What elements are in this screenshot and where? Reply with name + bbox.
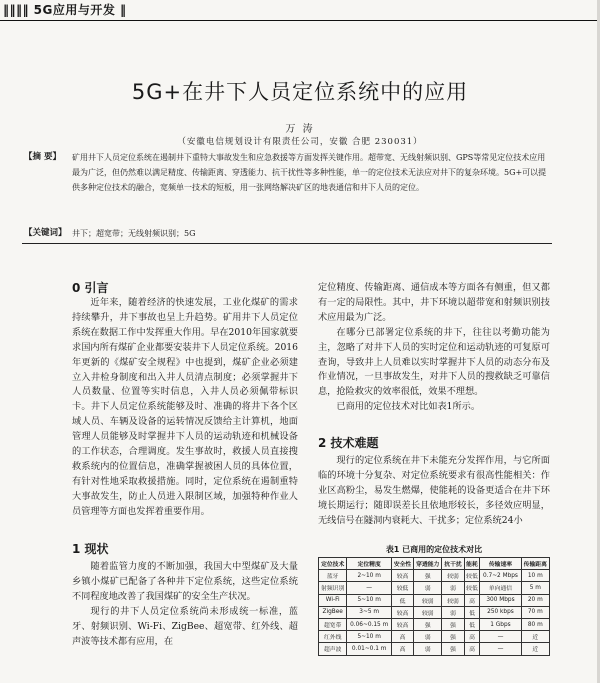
table-cell: 0.01~0.1 m [347,643,392,655]
right-intro-paragraph: 定位精度、传输距离、通信成本等方面各有侧重，但又都有一定的局限性。其中，井下环境以超带宽和射频识别技术应用最为广泛。 [318,282,550,323]
table-cell: 弱 [414,631,442,643]
journal-column-label: ‖‖‖‖ 5G应用与开发 ‖ [3,3,127,17]
right-intro-body [318,281,550,415]
comparison-table [318,557,550,656]
table-row [319,643,550,655]
table-header-cell: 抗干扰 [442,558,464,570]
table-cell: 1 Gbps [480,618,521,630]
table-cell: 低 [464,618,480,630]
table-cell: 强 [442,631,464,643]
table-cell: 低 [391,594,413,606]
paper-title: 5G+在井下人员定位系统中的应用 [131,80,469,104]
current-paragraph: 随着监管力度的不断加强，我国大中型煤矿及大量乡镇小煤矿已配备了各种井下定位系统，这些定位系统不同程度地改善了我国煤矿的安全生产状况。 [72,561,298,602]
table-cell: 弱 [442,606,464,618]
table-row [319,582,550,594]
abstract-text: 矿用井下人员定位系统在遏制井下重特大事故发生和应急救援等方面发挥关键作用。超带宽、无线射频识别、GPS等常见定位技术应用最为广泛，但仍然难以满足精度、传输距离、穿透能力、抗干扰性等多种性能，单一的定位技术无法应对井下的复杂环境。5G+可以提供多种定位技术的融合，宽频单一技术的短板，用一张网络解决矿区的地表通信和井下人员的定位。 [72,153,547,192]
table-cell: — [480,643,521,655]
table-cell: 较低 [464,582,480,594]
table-header-cell: 定位精度 [347,558,392,570]
table-header-cell: 能耗 [464,558,480,570]
table-row [319,606,550,618]
table-cell: 20 m [521,594,549,606]
keywords [24,226,550,241]
table-cell: 250 kbps [480,606,521,618]
abstract [24,150,550,195]
table-cell: 较高 [391,618,413,630]
table-cell: 10 m [521,570,549,582]
table-cell: 高 [464,643,480,655]
table-cell: 红外线 [319,631,347,643]
section-current-title: 1 现状 [72,542,109,556]
table-row [319,631,550,643]
keywords-text: 井下；超宽带；无线射频识别；5G [72,229,196,238]
table-cell: 高 [464,594,480,606]
table-cell: 300 Mbps [480,594,521,606]
table-row [319,618,550,630]
section-difficulty-title: 2 技术难题 [318,436,379,450]
table-header-cell: 穿透能力 [414,558,442,570]
table-cell: 超宽带 [319,618,347,630]
table-cell: 低 [464,606,480,618]
table-cell: 2~10 m [347,570,392,582]
table-cell: 较低 [464,570,480,582]
table-cell: — [480,631,521,643]
table-cell: Wi-Fi [319,594,347,606]
table-cell: 近 [521,643,549,655]
right-intro-paragraph: 在哪分已部署定位系统的井下，往往以考勤功能为主，忽略了对井下人员的实时定位和运动轨迹的可复原可查询，导致井上人员难以实时掌握井下人员的动态分布及作业情况，一旦事故发生，对井下人员的搜救缺乏可靠信息，抢险救灾的效率很低，效果不理想。 [318,326,550,398]
table-cell: 5~10 m [347,594,392,606]
journal-header [0,0,600,21]
table-cell: 0.06~0.15 m [347,618,392,630]
table-cell: 弱 [414,582,442,594]
difficulty-paragraph: 现行的定位系统在井下未能充分发挥作用，与它所面临的环境十分复杂、对定位系统要求有很高性能相关：作业区高粉尘，易发生燃爆，使能耗的设备更适合在井下环境长期运行；随即误差长且依地形较长，多径效应明显，无线信号在隧洞内衰耗大、干扰多；定位系统24小 [318,455,550,526]
author-name: 万 涛 [285,124,315,135]
table-cell: 较弱 [442,570,464,582]
table-cell: 弱 [414,643,442,655]
table-cell: — [347,582,392,594]
table-cell: 3~5 m [347,606,392,618]
abstract-label: 【摘 要】 [24,152,61,162]
table-header-row [319,558,550,570]
intro-body [72,296,298,520]
table-cell: 强 [414,570,442,582]
table-cell: 弱 [442,582,464,594]
abstract-divider [22,243,552,244]
author-affiliation: （安徽电信规划设计有限责任公司，安徽 合肥 230031） [177,137,423,147]
table-cell: 蓝牙 [319,570,347,582]
table-cell: 80 m [521,618,549,630]
table-cell: 射频识别 [319,582,347,594]
table-caption: 表1 已商用的定位技术对比 [385,545,483,554]
table-cell: 超声波 [319,643,347,655]
table-cell: 高 [391,631,413,643]
table-cell: 高 [391,643,413,655]
table-cell: ZigBee [319,606,347,618]
table-cell: 较高 [391,606,413,618]
table-cell: 近 [521,631,549,643]
table-cell: 5 m [521,582,549,594]
current-body [72,560,298,649]
table-cell: 较低 [391,582,413,594]
table-header-cell: 传输速率 [480,558,521,570]
table-cell: 较弱 [414,606,442,618]
keywords-label: 【关键词】 [24,228,67,238]
table-header-cell: 定位技术 [319,558,347,570]
table-cell: 强 [442,643,464,655]
table-cell: 高 [464,631,480,643]
table-cell: 5~10 m [347,631,392,643]
table-cell: 较弱 [442,594,464,606]
table-cell: 较高 [391,570,413,582]
difficulty-body [318,454,550,529]
table-cell: 70 m [521,606,549,618]
section-intro-title: 0 引言 [72,281,109,295]
table-header-cell: 传输距离 [521,558,549,570]
current-paragraph: 现行的井下人员定位系统尚未形成统一标准，蓝牙、射频识别、Wi-Fi、ZigBee、超宽带、红外线、超声波等技术都有应用，在 [72,605,298,647]
table-cell: 强 [442,618,464,630]
table-row [319,594,550,606]
table-row [319,570,550,582]
table-header-cell: 安全性 [391,558,413,570]
table-cell: 较弱 [414,594,442,606]
table-cell: 0.7~2 Mbps [480,570,521,582]
right-intro-paragraph: 已商用的定位技术对比如表1所示。 [336,401,481,413]
table-cell: 强 [414,618,442,630]
table-cell: 单向通信 [480,582,521,594]
intro-paragraph: 近年来，随着经济的快速发展，工业化煤矿的需求持续攀升，井下事故也呈上升趋势。矿用井下人员定位系统在数据工作中发挥重大作用。早在2010年国家就要求国内所有煤矿企业都要安装井下人员定位系统。2016年更新的《煤矿安全规程》中也提到，煤矿企业必须建立入井检身制度和出入井人员清点制度；必须掌握井下人员数量、位置等实时信息，入井人员必须佩带标识卡。井下人员定位系统能够及时、准确的将井下各个区域人员、车辆及设备的运转情况反馈给主计算机，地面管理人员能够及时掌握井下人员的运动轨迹和机械设备的工作状态，合理调度。发生事故时，救援人员直接搜救系统内的位置信息，准确掌握被困人员的具体位置，有针对性地采取救援措施。同时，定位系统在遏制重特大事故发生，防止人员进入限制区域，加强特种作业人员管理等方面也发挥着重要作用。 [72,297,298,517]
